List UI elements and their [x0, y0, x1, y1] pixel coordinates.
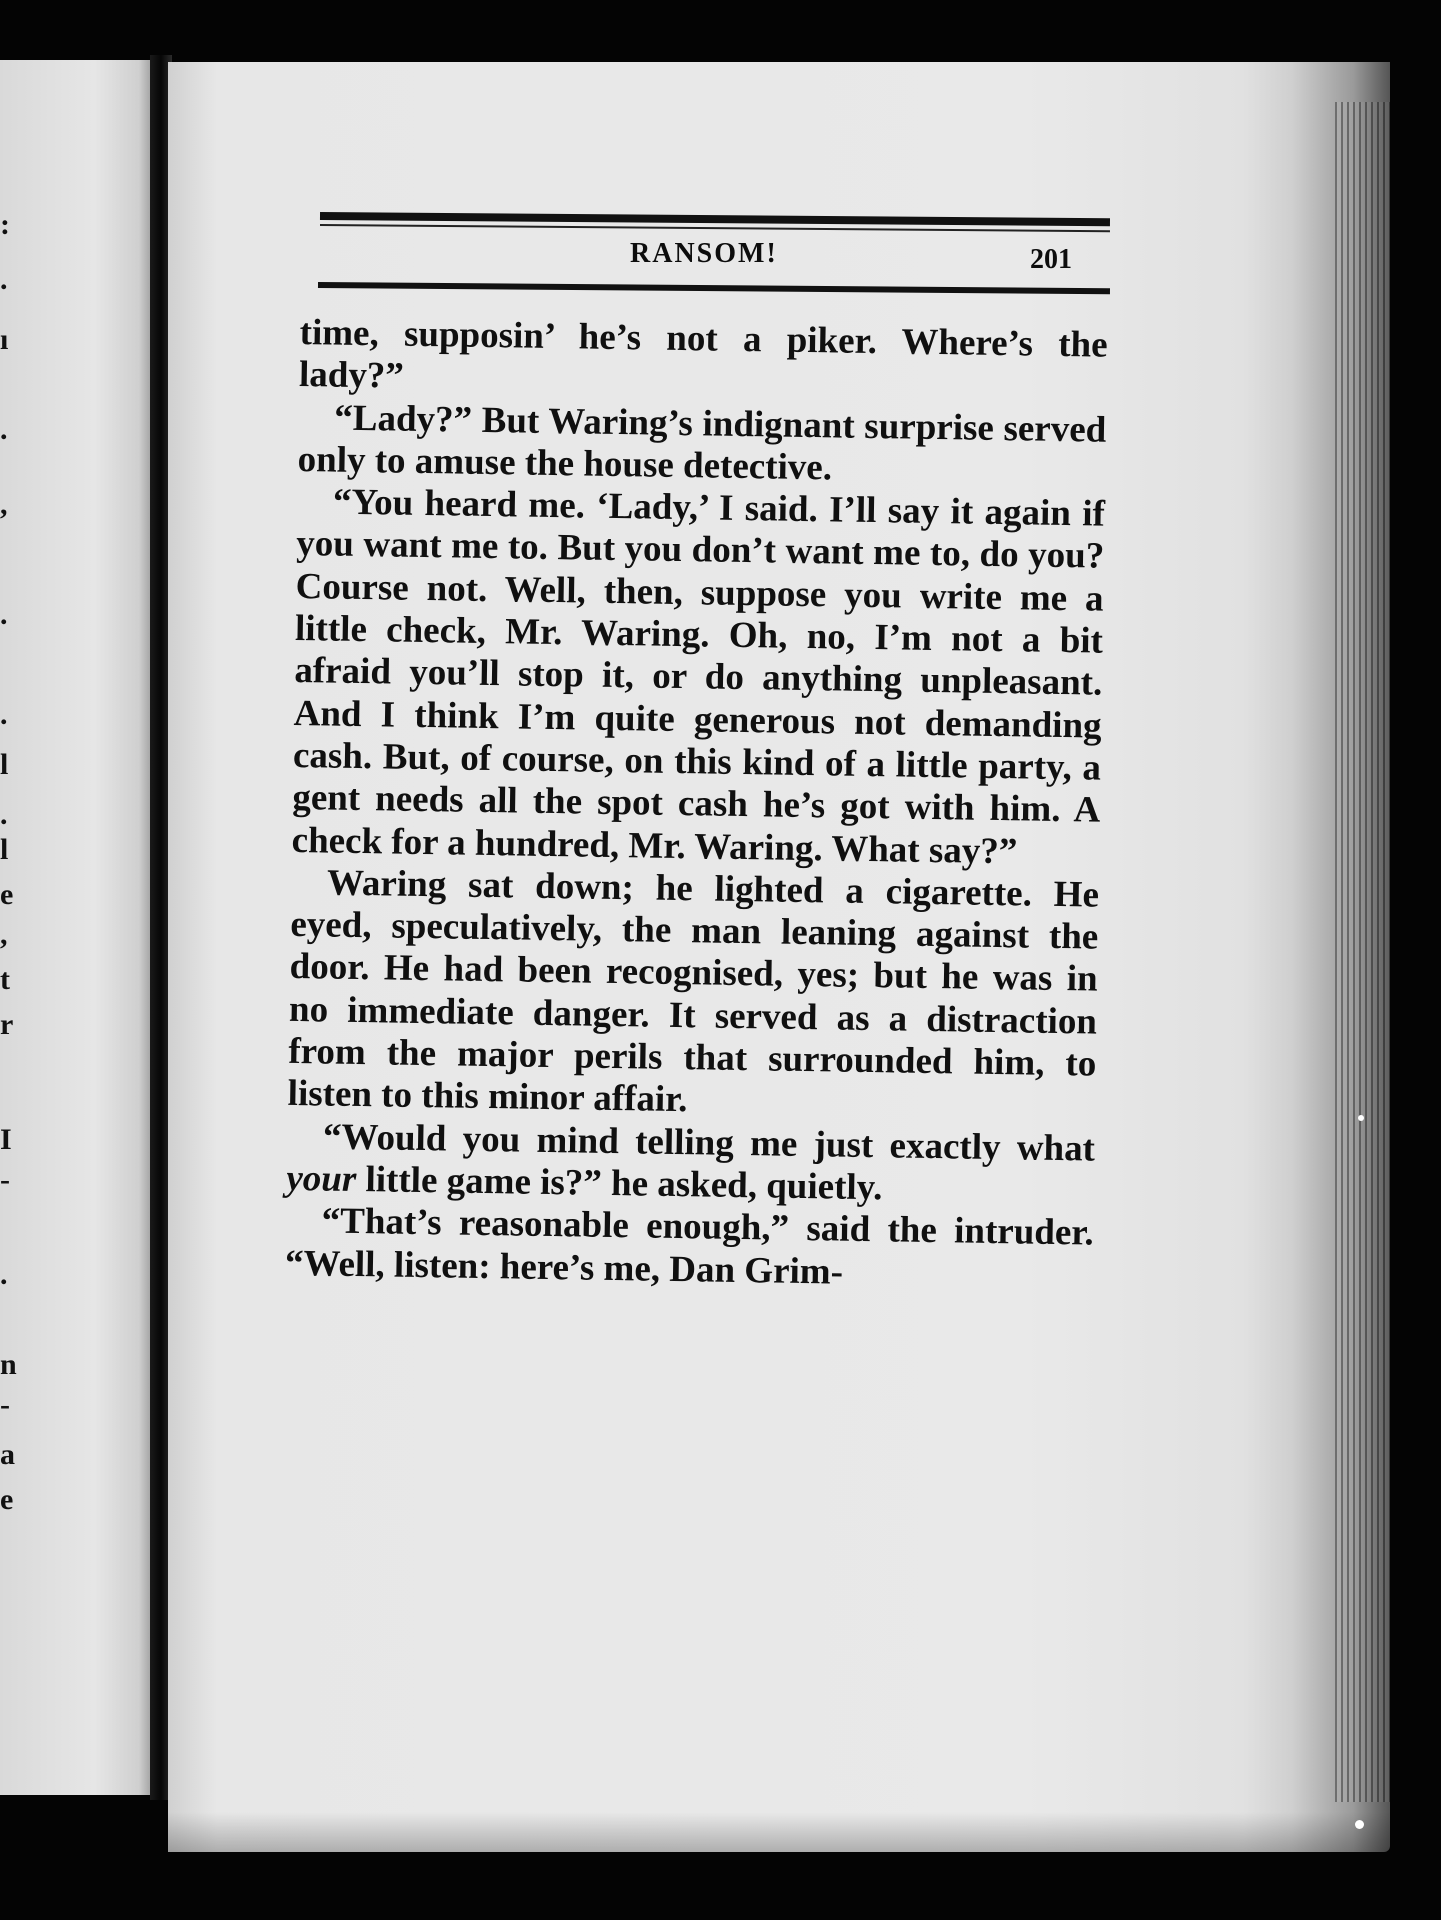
paragraph: “Lady?” But Waring’s indignant surprise served only to amuse the house detective. [297, 397, 1107, 489]
italic-word: your [286, 1157, 357, 1200]
edge-char: e [0, 1483, 14, 1516]
edge-char: . [0, 263, 8, 296]
edge-char: I [0, 1123, 12, 1156]
edge-char: : [0, 208, 10, 241]
edge-char: - [0, 1388, 10, 1421]
left-page-cut-text [0, 60, 17, 1795]
left-facing-page [0, 60, 158, 1795]
edge-char: a [0, 1438, 15, 1471]
dust-speck [1358, 1115, 1364, 1121]
edge-char: , [0, 918, 8, 951]
edge-char: t [0, 963, 10, 996]
dust-speck [1355, 1820, 1364, 1829]
paragraph: “That’s reasonable enough,” said the intruder. “Well, listen: here’s me, Dan Grim- [284, 1200, 1094, 1293]
running-title: RANSOM! [630, 238, 778, 269]
paragraph [286, 1116, 1095, 1213]
paragraph-text: “Would you mind telling me just exactly what [322, 1116, 1096, 1170]
edge-char: ı [0, 323, 9, 356]
paragraph: time, supposin’ he’s not a piker. Where’s the lady?” [298, 312, 1108, 397]
paragraph: “You heard me. ‘Lady,’ I said. I’ll say it again if you want me to. But you don’t want me to, do you? Course not. Well, then, suppose you write me a little check, Mr. Waring. Oh, no, I’m not a bit afraid you’ll stop it, or do anything unpleasant. And I think I’m quite generous not demanding cash. But, of course, on this kind of a little party, a gent needs all the spot cash he’s got with him. A check for a hundred, Mr. Waring. What say?” [291, 481, 1106, 872]
edge-char: n [0, 1348, 17, 1381]
page-edge-shading [1335, 102, 1390, 1802]
edge-char: r [0, 1008, 14, 1041]
paragraph-text: little game is?” he asked, quietly. [355, 1158, 883, 1209]
edge-char: . [0, 413, 8, 446]
edge-char: . [0, 1258, 8, 1291]
edge-char: l [0, 833, 9, 866]
page-body-text [285, 312, 1108, 1297]
page-number: 201 [1030, 244, 1072, 275]
edge-char: . [0, 798, 8, 831]
edge-char: l [0, 748, 9, 781]
edge-char: e [0, 878, 14, 911]
edge-char: - [0, 1163, 10, 1196]
edge-char: , [0, 488, 8, 521]
edge-char: . [0, 598, 8, 631]
edge-char: . [0, 698, 8, 731]
paragraph: Waring sat down; he lighted a cigarette. He eyed, speculatively, the man leaning against the door. He had been recognised, yes; but he was in no immediate danger. It served as a distraction from the major perils that surrounded him, to listen to this minor affair. [287, 862, 1100, 1121]
page-bottom-shadow [168, 1812, 1390, 1852]
